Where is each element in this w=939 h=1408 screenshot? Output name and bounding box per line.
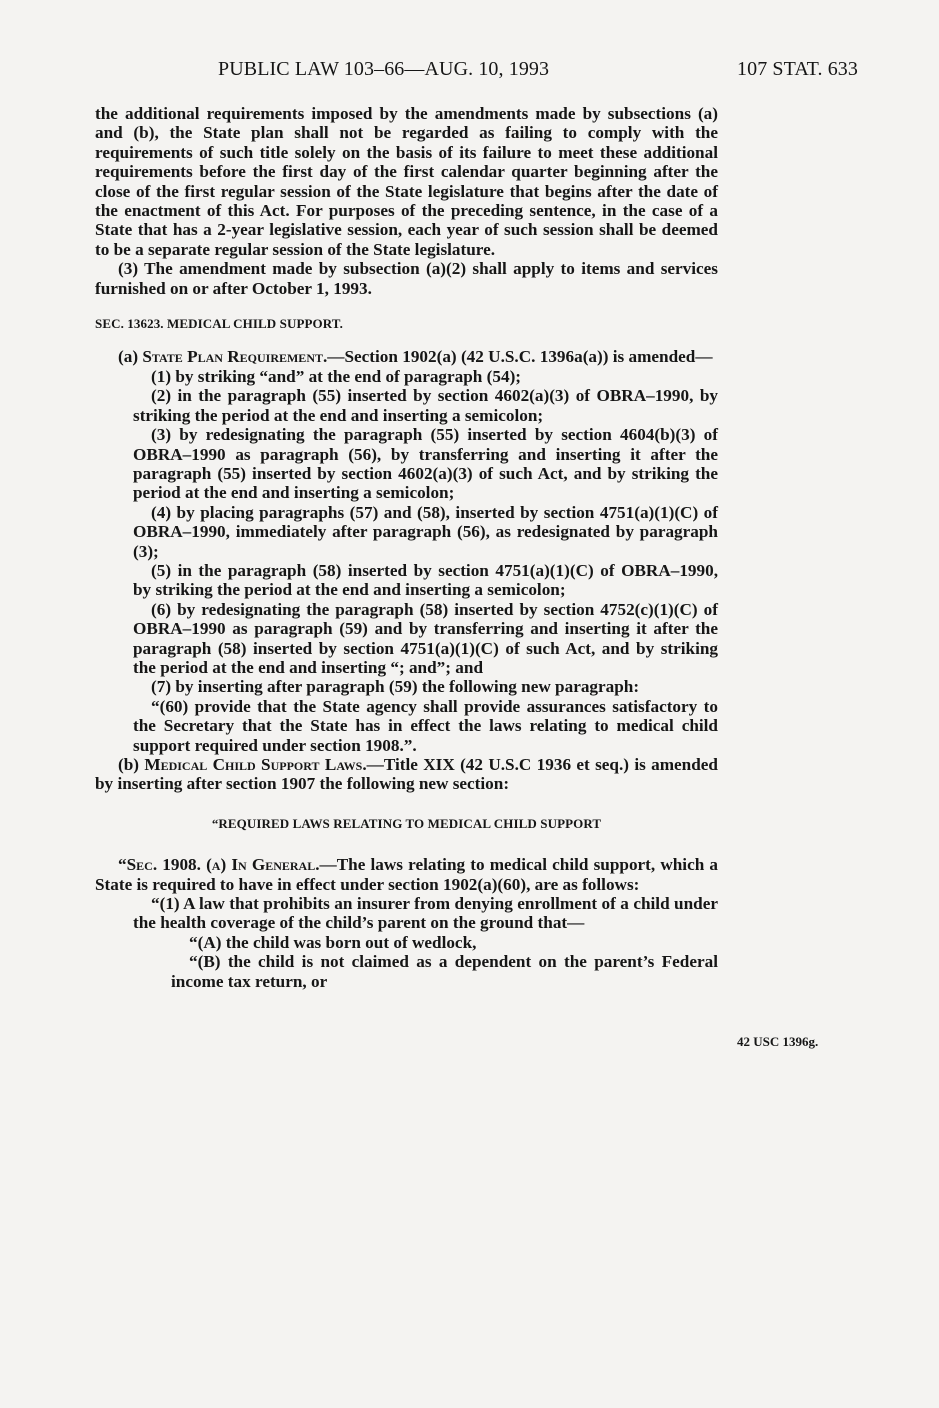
section-1908-text: .—The laws relating to medical child support, which a State is required to have in effect under section 1902(a)(60), are as follows: bbox=[95, 855, 719, 894]
list-item: “(1) A law that prohibits an insurer from denying enrollment of a child under the health coverage of the child’s parent on the ground that— bbox=[133, 894, 718, 933]
subsection-b bbox=[95, 755, 718, 794]
running-header bbox=[95, 58, 860, 86]
section-1908-heading: In General bbox=[231, 855, 316, 875]
subsection-b-text: .—Title XIX (42 U.S.C 1936 et seq.) is amended by inserting after section 1907 the following new section: bbox=[95, 755, 718, 794]
sub-list-item: “(B) the child is not claimed as a dependent on the parent’s Federal income tax return, or bbox=[171, 952, 718, 991]
list-item: (1) by striking “and” at the end of paragraph (54); bbox=[151, 366, 522, 386]
continuation-paragraph: the additional requirements imposed by the amendments made by subsections (a) and (b), the State plan shall not be regarded as failing to comply with the requirements of such title solely on the basis of its failure to meet these additional requirements before the first day of the first calendar quarter beginning after the close of the first regular session of the State legislature that begins after the date of the enactment of this Act. For purposes of the preceding sentence, in the case of a State that has a 2-year legislative session, each year of such session shall be deemed to be a separate regular session of the State legislature. bbox=[95, 104, 718, 259]
body-text bbox=[95, 104, 718, 991]
list-item: (6) by redesignating the paragraph (58) inserted by section 4752(c)(1)(C) of OBRA–1990 as paragraph (59) and by transferring and inserting it after the paragraph (58) inserted by section 4751(a)(1)(C) of such Act, and by striking the period at the end and inserting “; and”; and bbox=[133, 599, 718, 677]
list-item: (2) in the paragraph (55) inserted by section 4602(a)(3) of OBRA–1990, by striking the period at the end and inserting a semicolon; bbox=[133, 386, 718, 425]
subsection-a bbox=[95, 347, 718, 366]
section-heading: SEC. 13623. MEDICAL CHILD SUPPORT. bbox=[95, 316, 343, 332]
section-1908-label: “Sec. 1908. (a) bbox=[118, 855, 232, 875]
margin-citation-note: 42 USC 1396g. bbox=[737, 1034, 819, 1049]
section-1908-a bbox=[95, 855, 718, 894]
quoted-paragraph-60: “(60) provide that the State agency shall provide assurances satisfactory to the Secretary that the State has in effect the laws relating to medical child support required under section 1908.”. bbox=[133, 696, 718, 755]
list-item: (3) by redesignating the paragraph (55) inserted by section 4604(b)(3) of OBRA–1990 as paragraph (56), by transferring and inserting it after the paragraph (55) inserted by section 4602(a)(3) of such Act, and by striking the period at the end and inserting a semicolon; bbox=[133, 425, 718, 503]
sub-list-item: “(A) the child was born out of wedlock, bbox=[189, 932, 477, 952]
subsection-a-heading: State Plan Requirement bbox=[142, 347, 323, 367]
header-title: PUBLIC LAW 103–66—AUG. 10, 1993 bbox=[218, 58, 550, 80]
list-item: (5) in the paragraph (58) inserted by section 4751(a)(1)(C) of OBRA–1990, by striking the period at the end and inserting a semicolon; bbox=[133, 560, 718, 600]
subsection-a-text: .—Section 1902(a) (42 U.S.C. 1396a(a)) is amended— bbox=[322, 347, 713, 367]
list-item: (7) by inserting after paragraph (59) the following new paragraph: bbox=[151, 677, 640, 697]
list-item: (4) by placing paragraphs (57) and (58), inserted by section 4751(a)(1)(C) of OBRA–1990, immediately after paragraph (56), as redesignated by paragraph (3); bbox=[133, 502, 718, 561]
subsection-b-label: (b) bbox=[118, 755, 145, 774]
paragraph-3: (3) The amendment made by subsection (a)(2) shall apply to items and services furnished on or after October 1, 1993. bbox=[95, 259, 718, 298]
quoted-section-heading: “REQUIRED LAWS RELATING TO MEDICAL CHILD SUPPORT bbox=[211, 815, 602, 831]
subsection-b-heading: Medical Child Support Laws bbox=[144, 755, 363, 774]
subsection-a-label: (a) bbox=[118, 347, 143, 367]
header-page-reference: 107 STAT. 633 bbox=[737, 58, 858, 80]
